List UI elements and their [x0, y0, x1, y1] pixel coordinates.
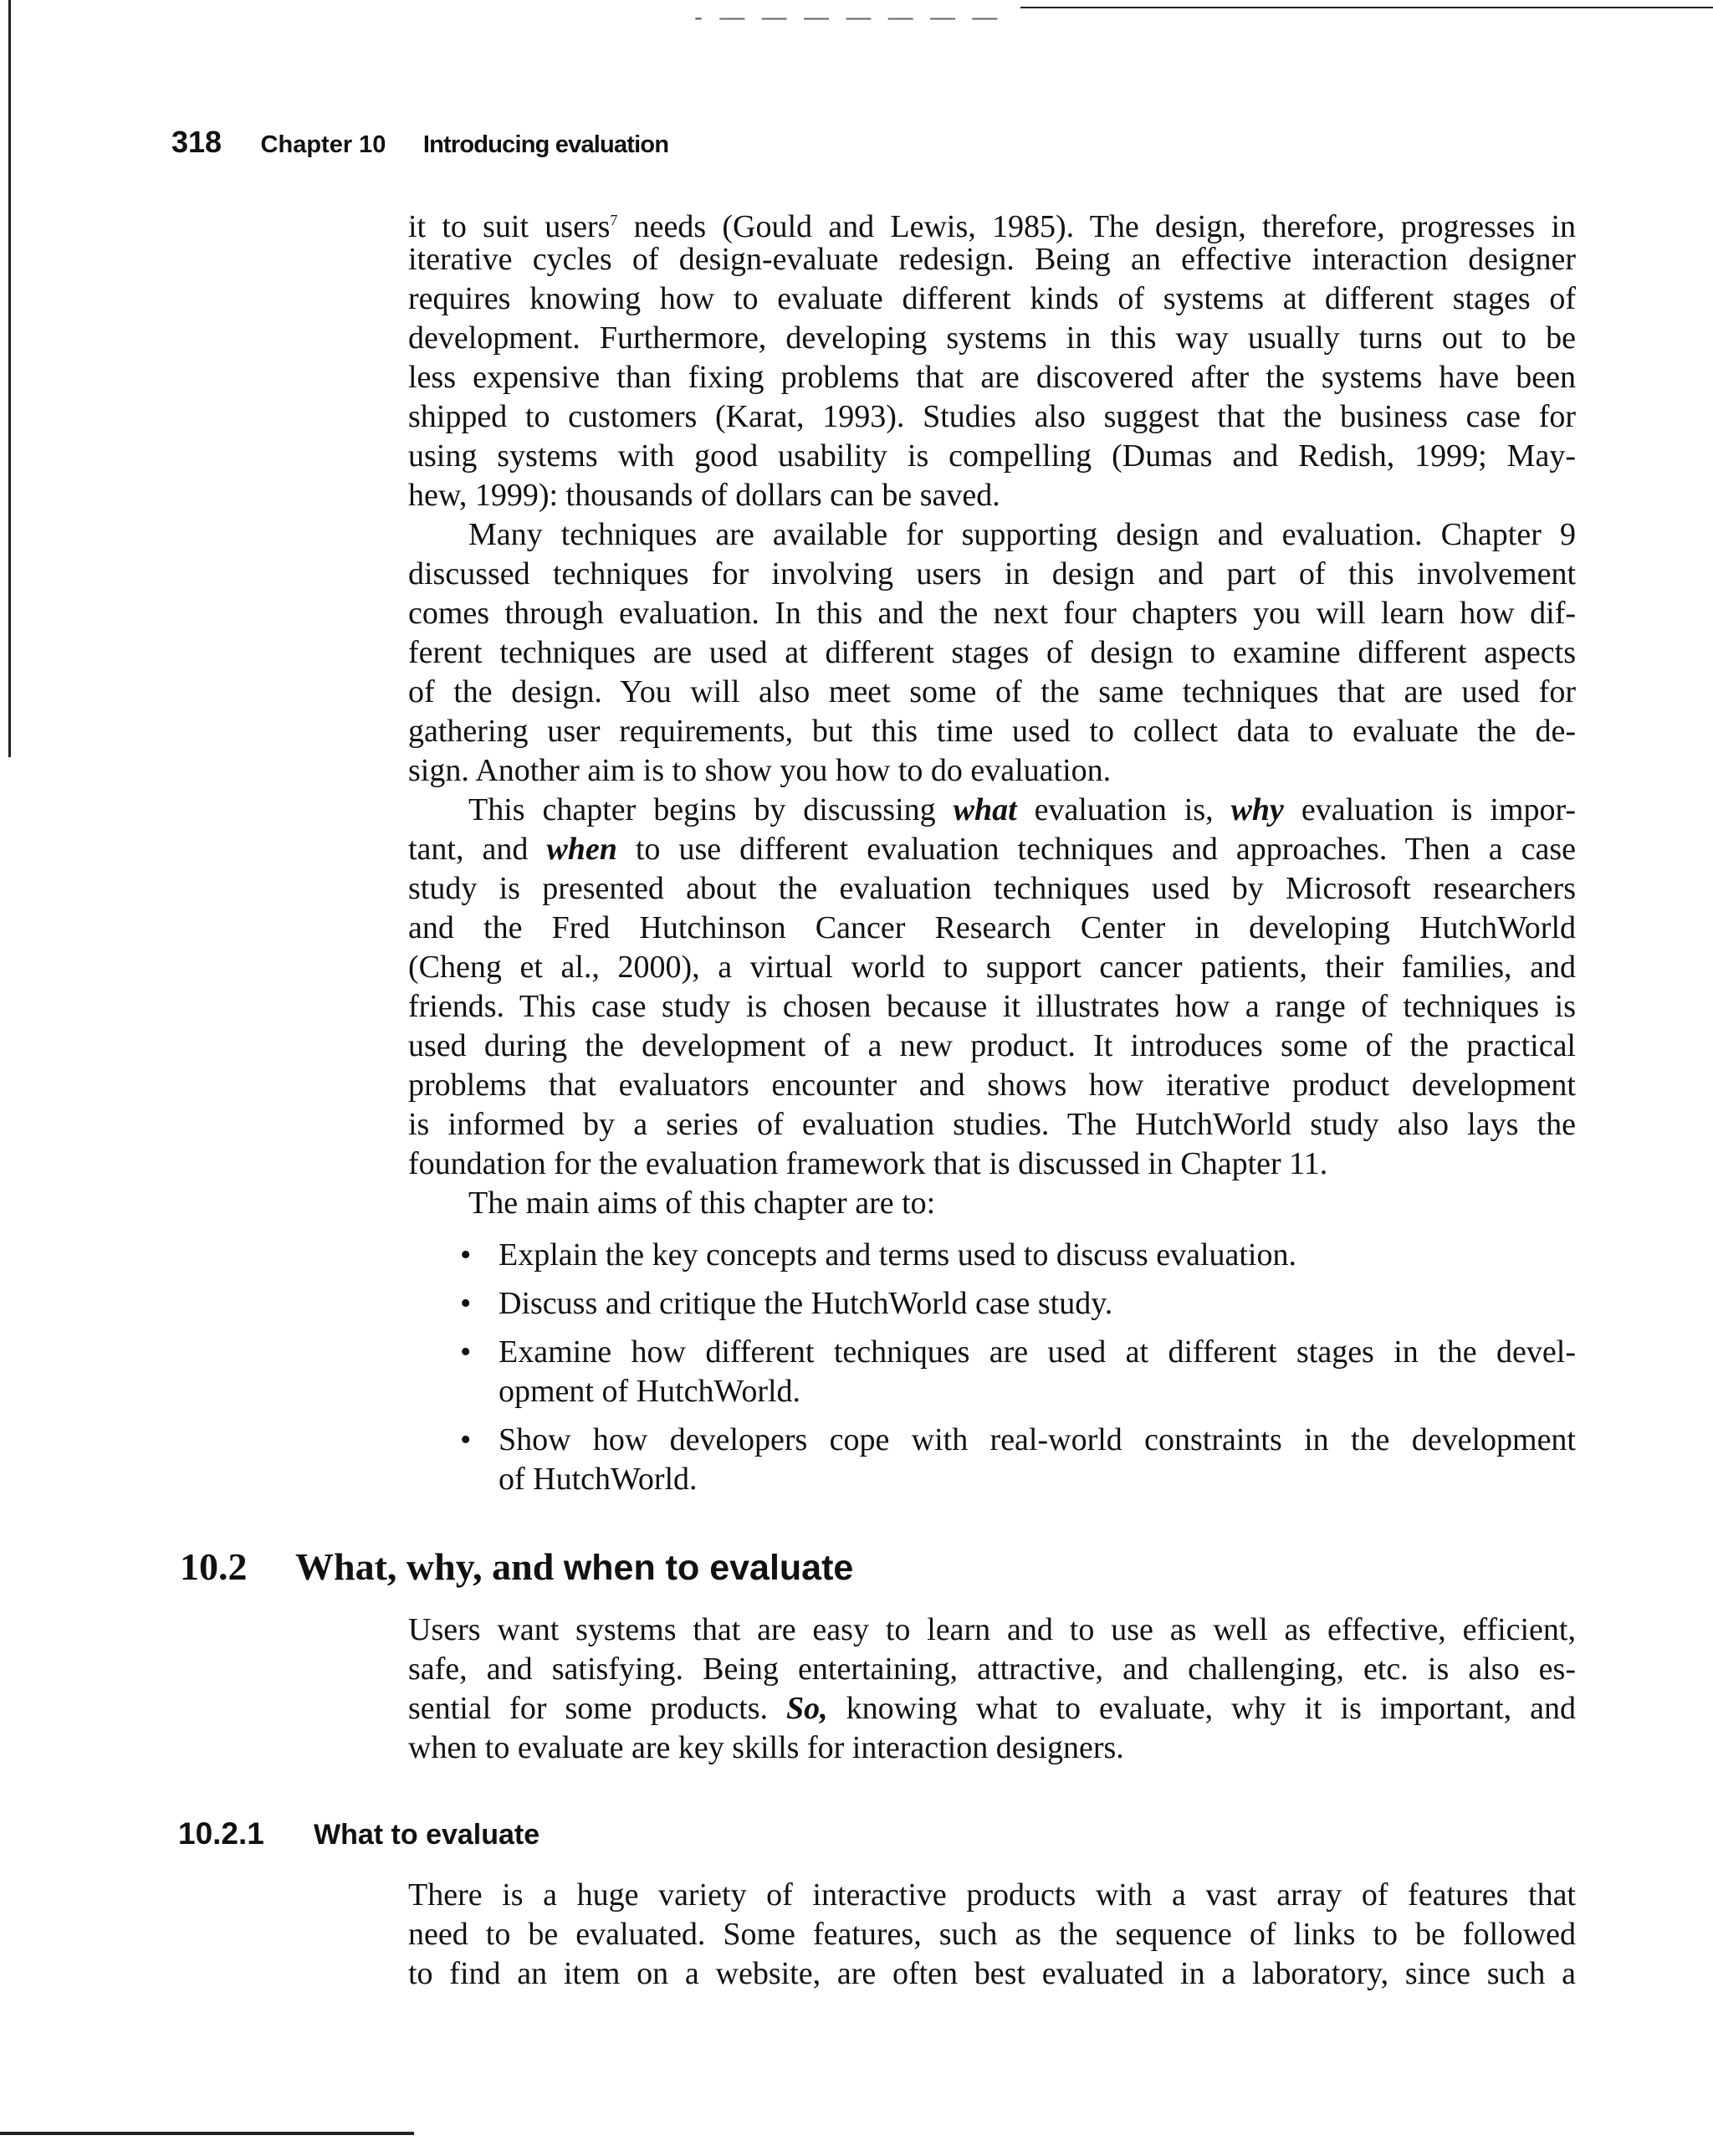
list-item-text: Discuss and critique the HutchWorld case study. [499, 1286, 1113, 1321]
scan-bottom-rule [0, 2132, 414, 2135]
running-head [171, 121, 668, 163]
text-line: need to be evaluated. Some features, such as the sequence of links to be followed [408, 1917, 1576, 1952]
aims-intro: The main aims of this chapter are to: [468, 1186, 936, 1221]
text-line: development. Furthermore, developing systems in this way usually turns out to be [408, 320, 1576, 356]
text-line: friends. This case study is chosen because it illustrates how a range of techniques is [408, 989, 1576, 1024]
text-line: using systems with good usability is compelling (Dumas and Redish, 1999; May- [408, 438, 1576, 474]
text-line: ferent techniques are used at different stages of design to examine different aspects [408, 635, 1576, 670]
intro-text [408, 201, 1576, 1223]
text-line: problems that evaluators encounter and shows how iterative product development [408, 1068, 1576, 1103]
chapter-label: Chapter 10 [260, 131, 386, 158]
text-line: shipped to customers (Karat, 1993). Studies also suggest that the business case for [408, 399, 1576, 434]
text-line: foundation for the evaluation framework that is discussed in Chapter 11. [408, 1146, 1328, 1181]
text-line: is informed by a series of evaluation studies. The HutchWorld study also lays the [408, 1107, 1576, 1142]
text-line: discussed techniques for involving users in design and part of this involvement [408, 556, 1576, 591]
subsection-heading [178, 1811, 539, 1856]
text-line: used during the development of a new product. It introduces some of the practical [408, 1028, 1576, 1063]
text-line: sential for some products. So, knowing what to evaluate, why it is important, and [408, 1691, 1576, 1726]
text-line: requires knowing how to evaluate different kinds of systems at different stages of [408, 281, 1576, 316]
text-line: This chapter begins by discussing what evaluation is, why evaluation is impor- [468, 792, 1576, 827]
text-line: gathering user requirements, but this time used to collect data to evaluate the de- [408, 714, 1576, 749]
subsection-title: What to evaluate [314, 1819, 540, 1851]
bullet-marker: • [460, 1422, 472, 1457]
text-line: to find an item on a website, are often best evaluated in a laboratory, since such a [408, 1956, 1576, 1991]
emphasis-so: So, [786, 1691, 828, 1726]
footnote-mark: 7 [610, 212, 618, 228]
text-line: Users want systems that are easy to learn and to use as well as effective, efficient, [408, 1612, 1576, 1647]
list-item-text: opment of HutchWorld. [499, 1374, 801, 1409]
scan-dashes: - — — — — — — — [694, 3, 1003, 31]
text-line: study is presented about the evaluation techniques used by Microsoft researchers [408, 871, 1576, 906]
text-line: safe, and satisfying. Being entertaining, attractive, and challenging, etc. is also es- [408, 1652, 1576, 1687]
text-line: of the design. You will also meet some of the same techniques that are used for [408, 674, 1576, 709]
list-item-text: Examine how different techniques are used at different stages in the devel- [499, 1334, 1576, 1370]
text-line: it to suit users$^7$ needs (Gould and Lewis, 1985). The design, therefore, progresses in [408, 209, 1577, 244]
section-10-2-text [408, 1611, 1576, 1768]
scan-left-edge [8, 0, 11, 757]
text-line: less expensive than fixing problems that are discovered after the systems have been [408, 360, 1576, 395]
section-title: What, why, and when to evaluate [295, 1545, 854, 1588]
bullet-marker: • [460, 1334, 472, 1370]
bullet-marker: • [460, 1286, 472, 1321]
text-line: There is a huge variety of interactive products with a vast array of features that [408, 1877, 1576, 1913]
page-number: 318 [171, 125, 222, 159]
emphasis-what: what [953, 792, 1017, 827]
text-line: (Cheng et al., 2000), a virtual world to support cancer patients, their families, and [408, 950, 1576, 985]
emphasis-why: why [1230, 792, 1284, 827]
section-number: 10.2 [180, 1545, 248, 1588]
list-item-text: Explain the key concepts and terms used to discuss evaluation. [499, 1237, 1296, 1273]
text-line: when to evaluate are key skills for interaction designers. [408, 1730, 1124, 1765]
text-line: sign. Another aim is to show you how to do evaluation. [408, 753, 1112, 788]
text-line: tant, and when to use different evaluation techniques and approaches. Then a case [408, 832, 1576, 867]
text-line: comes through evaluation. In this and the next four chapters you will learn how dif- [408, 596, 1576, 631]
section-heading [180, 1542, 853, 1592]
emphasis-when: when [546, 832, 617, 867]
text-line: iterative cycles of design-evaluate redesign. Being an effective interaction designer [408, 242, 1576, 277]
scan-top-rule [1020, 7, 1713, 8]
text-line: hew, 1999): thousands of dollars can be saved. [408, 478, 1000, 513]
chapter-title: Introducing evaluation [422, 131, 669, 158]
subsection-number: 10.2.1 [178, 1816, 264, 1851]
section-10-2-1-text [408, 1876, 1576, 1994]
list-item-text: Show how developers cope with real-world constraints in the development [499, 1422, 1576, 1457]
list-item-text: of HutchWorld. [499, 1462, 698, 1497]
text-line: and the Fred Hutchinson Cancer Research Center in developing HutchWorld [408, 910, 1576, 945]
text-line: Many techniques are available for supporting design and evaluation. Chapter 9 [468, 517, 1576, 552]
bullet-marker: • [460, 1237, 472, 1273]
